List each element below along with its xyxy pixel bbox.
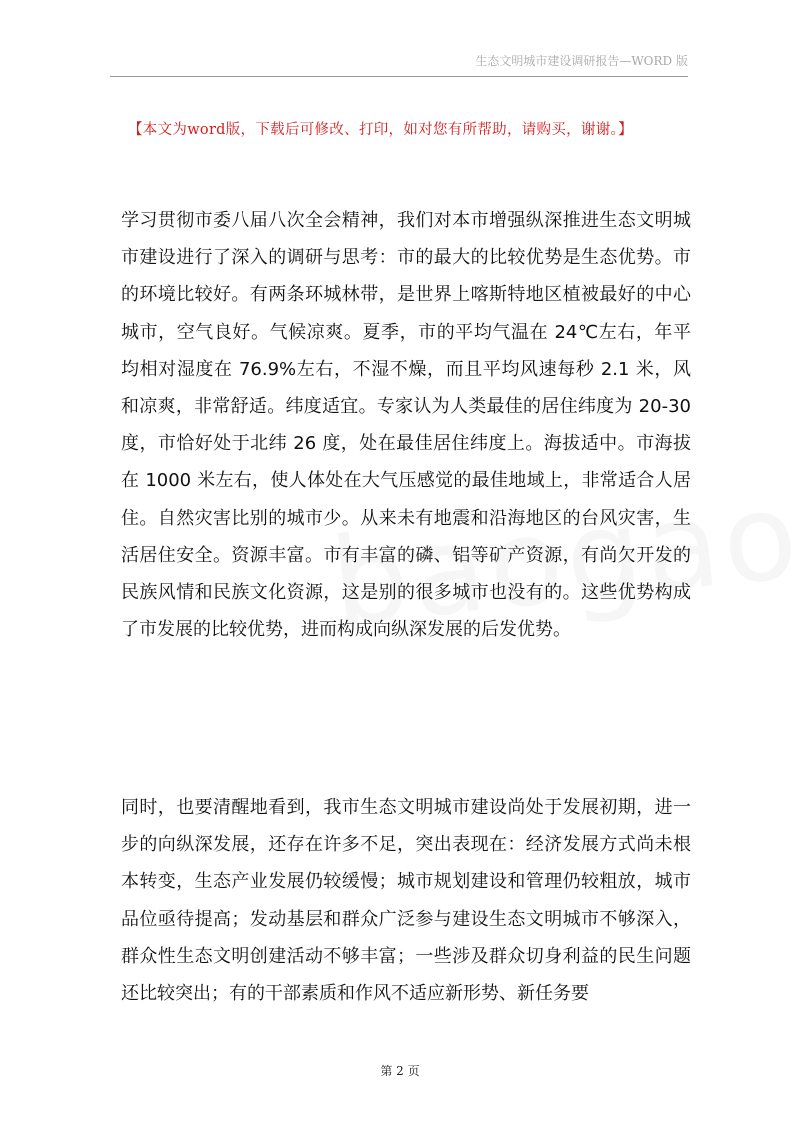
body-paragraph-2: 同时，也要清醒地看到，我市生态文明城市建设尚处于发展初期，进一步的向纵深发展，还存在许多不足，突出表现在：经济发展方式尚未根本转变，生态产业发展仍较缓慢；城市规划建设和管理仍较粗放，城市品位亟待提高；发动基层和群众广泛参与建设生态文明城市不够深入，群众性生态文明创建活动不够丰富；一些涉及群众切身利益的民生问题还比较突出；有的干部素质和作风不适应新形势、新任务要 <box>121 797 691 1005</box>
page-header <box>110 50 688 77</box>
purchase-notice: 【本文为word版，下载后可修改、打印，如对您有所帮助，请购买，谢谢。】 <box>128 122 633 138</box>
header-title: 生态文明城市建设调研报告—WORD 版 <box>475 54 688 68</box>
page-number: 第 2 页 <box>380 1064 420 1078</box>
body-paragraph-1: 学习贯彻市委八届八次全会精神，我们对本市增强纵深推进生态文明城市建设进行了深入的调研与思考：市的最大的比较优势是生态优势。市的环境比较好。有两条环城林带，是世界上喀斯特地区植被最好的中心城市，空气良好。气候凉爽。夏季，市的平均气温在 24℃左右，年平均相对湿度在 76.9%左右，不湿不燥，而且平均风速每秒 2.1 米，风和凉爽，非常舒适。纬度适宜。专家认为人类最佳的居住纬度为 20-30 度，市恰好处于北纬 26 度，处在最佳居住纬度上。海拔适中。市海拔在 1000 米左右，使人体处在大气压感觉的最佳地域上，非常适合人居住。自然灾害比别的城市少。从来未有地震和沿海地区的台风灾害，生活居住安全。资源丰富。市有丰富的磷、铝等矿产资源，有尚欠开发的民族风情和民族文化资源，这是别的很多城市也没有的。这些优势构成了市发展的比较优势，进而构成向纵深发展的后发优势。 <box>121 210 691 641</box>
